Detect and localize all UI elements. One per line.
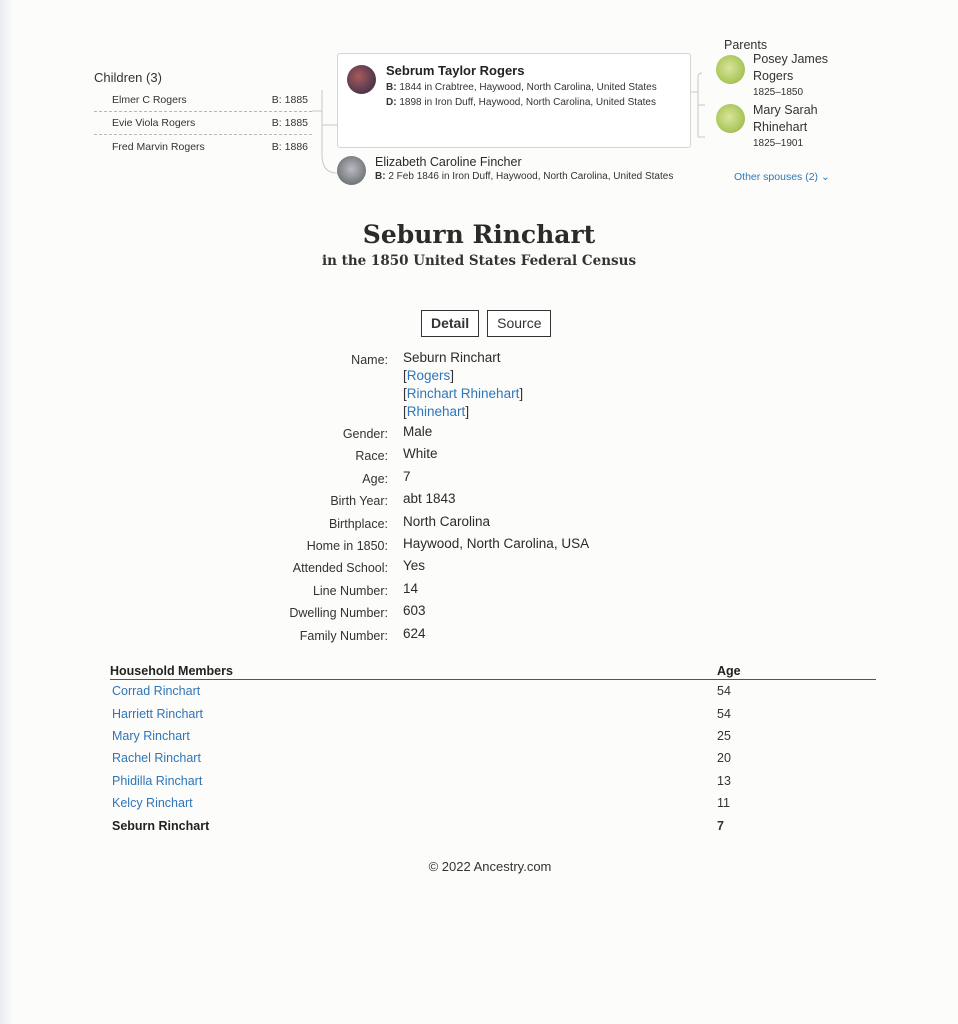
leaf-hint-icon <box>716 104 745 133</box>
detail-label: Attended School: <box>292 561 388 576</box>
spouse-photo-icon <box>337 156 366 185</box>
household-member-name[interactable]: Mary Rinchart <box>112 728 190 743</box>
detail-value: Seburn Rinchart [Rogers] [Rinchart Rhinehart] [Rhinehart] <box>403 350 524 419</box>
detail-value: Haywood, North Carolina, USA <box>403 535 590 551</box>
household-member-name[interactable]: Rachel Rinchart <box>112 751 201 766</box>
household-member-name[interactable]: Corrad Rinchart <box>112 684 201 699</box>
detail-value: North Carolina <box>403 513 491 529</box>
alt-name-link[interactable]: Rogers <box>406 368 451 383</box>
child-name: Fred Marvin Rogers <box>112 140 205 153</box>
spouse-entry[interactable] <box>375 155 720 182</box>
detail-row <box>0 444 958 466</box>
other-spouses-link[interactable]: Other spouses (2) ⌄ <box>734 171 830 183</box>
detail-label: Birthplace: <box>328 516 388 531</box>
detail-row <box>0 512 958 534</box>
detail-row <box>0 579 958 601</box>
household-member-age: 11 <box>717 796 730 811</box>
detail-label: Name: <box>351 353 388 367</box>
record-detail-table <box>0 348 958 646</box>
detail-row <box>0 624 958 646</box>
child-name: Evie Viola Rogers <box>112 117 196 129</box>
detail-value: abt 1843 <box>403 491 456 507</box>
child-item[interactable] <box>94 89 312 112</box>
tab-source[interactable]: Source <box>487 310 551 337</box>
spouse-birth: B: 2 Feb 1846 in Iron Duff, Haywood, North Carolina, United States <box>375 171 674 182</box>
household-member-age: 54 <box>717 684 731 699</box>
detail-row <box>0 422 958 444</box>
parent-name: Mary Sarah Rhinehart <box>753 103 818 134</box>
household-header-name: Household Members <box>110 664 233 678</box>
household-member-age: 54 <box>717 706 731 721</box>
detail-row <box>0 534 958 556</box>
parent-dates: 1825–1850 <box>753 87 804 98</box>
detail-label: Dwelling Number: <box>289 606 388 621</box>
household-member-name[interactable]: Phidilla Rinchart <box>112 773 203 788</box>
household-member-row <box>110 725 876 747</box>
household-member-row <box>110 770 876 792</box>
household-member-name[interactable]: Harriett Rinchart <box>112 706 203 721</box>
detail-value: Yes <box>403 558 426 574</box>
household-member-age: 13 <box>717 773 731 788</box>
parent-item[interactable] <box>753 102 863 149</box>
person-name: Sebrum Taylor Rogers <box>386 63 525 78</box>
child-birth: B: 1886 <box>271 140 308 153</box>
household-member-name[interactable]: Kelcy Rinchart <box>112 796 193 811</box>
tab-detail[interactable]: Detail <box>421 310 479 337</box>
household-member-age: 20 <box>717 751 731 766</box>
detail-value: 7 <box>403 468 411 484</box>
name-value: Seburn Rinchart <box>403 350 501 365</box>
household-member-age: 25 <box>717 728 731 743</box>
detail-value: 624 <box>403 625 426 641</box>
detail-label: Race: <box>355 449 388 464</box>
record-tabs <box>421 310 551 337</box>
leaf-hint-icon <box>716 55 745 84</box>
detail-value: 14 <box>403 580 419 596</box>
household-member-row <box>110 814 876 836</box>
detail-label: Gender: <box>342 427 388 441</box>
household-member-name: Seburn Rinchart <box>112 818 210 833</box>
detail-label: Birth Year: <box>330 494 388 509</box>
person-birth: B: 1844 in Crabtree, Haywood, North Carolina, United States <box>386 82 657 93</box>
household-header-age: Age <box>717 664 741 678</box>
parents-title: Parents <box>724 38 768 52</box>
alt-name-link[interactable]: Rinchart Rhinehart <box>406 386 520 401</box>
detail-label: Age: <box>362 471 388 486</box>
detail-row <box>0 601 958 623</box>
record-title: Seburn Rinchart <box>362 220 596 249</box>
household-header <box>110 664 876 680</box>
parent-name: Posey James Rogers <box>753 52 829 83</box>
children-list <box>94 70 312 158</box>
household-member-age: 7 <box>717 818 724 833</box>
household-members-table <box>110 664 876 837</box>
parent-dates: 1825–1901 <box>753 138 804 149</box>
chevron-down-icon: ⌄ <box>818 171 830 183</box>
parent-item[interactable] <box>753 51 863 98</box>
household-member-row <box>110 680 876 702</box>
child-item[interactable] <box>94 112 312 135</box>
child-birth: B: 1885 <box>271 94 308 106</box>
household-member-row <box>110 702 876 724</box>
detail-value: Male <box>403 424 433 439</box>
detail-row <box>0 489 958 511</box>
alt-name-link[interactable]: Rhinehart <box>406 404 466 419</box>
child-item[interactable] <box>94 135 312 158</box>
spouse-name: Elizabeth Caroline Fincher <box>375 155 522 169</box>
record-subtitle: in the 1850 United States Federal Census <box>321 253 637 269</box>
child-name: Elmer C Rogers <box>112 94 187 106</box>
detail-label: Family Number: <box>299 628 388 643</box>
detail-row <box>0 467 958 489</box>
person-death: D: 1898 in Iron Duff, Haywood, North Carolina, United States <box>386 97 656 108</box>
detail-label: Home in 1850: <box>306 538 388 553</box>
children-title: Children (3) <box>94 70 162 85</box>
household-member-row <box>110 792 876 814</box>
detail-row <box>0 556 958 578</box>
household-member-row <box>110 747 876 769</box>
child-birth: B: 1885 <box>271 117 308 129</box>
detail-label: Line Number: <box>312 583 388 598</box>
detail-row-name <box>0 348 958 422</box>
copyright: © 2022 Ancestry.com <box>428 859 552 874</box>
detail-value: White <box>403 446 438 462</box>
detail-value: 603 <box>403 603 426 619</box>
focus-person-card[interactable] <box>337 53 691 148</box>
person-photo-icon <box>347 65 376 94</box>
